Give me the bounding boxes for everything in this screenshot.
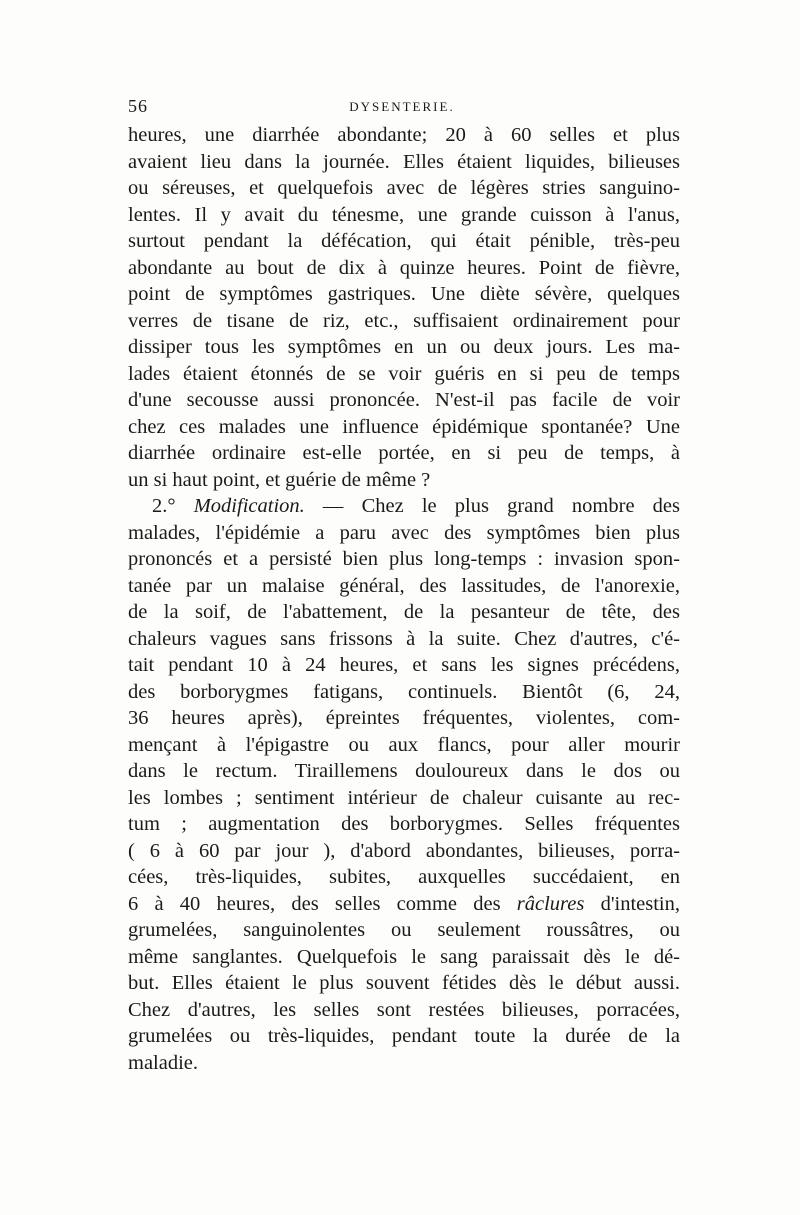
- text-segment: d'intestin,: [600, 892, 680, 915]
- body-text: [128, 122, 680, 1076]
- section-heading-line: [128, 493, 680, 520]
- text-line: heures, une diarrhée abondante; 20 à 60 selles et plus: [128, 124, 680, 146]
- text-line: maladie.: [128, 1051, 199, 1074]
- text-line: de la soif, de l'abattement, de la pesanteur de tête, des: [128, 601, 680, 623]
- text-line: chez ces malades une influence épidémique spontanée? Une: [128, 415, 680, 438]
- text-line: un si haut point, et guérie de même ?: [128, 468, 431, 491]
- text-line: avaient lieu dans la journée. Elles étaient liquides, bilieuses: [128, 150, 680, 173]
- text-line: lades étaient étonnés de se voir guéris en si peu de temps: [128, 362, 680, 385]
- text-line: les lombes ; sentiment intérieur de chaleur cuisante au rec-: [128, 786, 680, 809]
- text-line: malades, l'épidémie a paru avec des symptômes bien plus: [128, 521, 680, 544]
- text-line: prononcés et a persisté bien plus long-temps : invasion spon-: [128, 548, 680, 570]
- text-line: tanée par un malaise général, des lassitudes, de l'anorexie,: [128, 574, 680, 597]
- section-number: 2.°: [152, 495, 176, 517]
- text-line: tait pendant 10 à 24 heures, et sans les signes précédens,: [128, 654, 680, 676]
- text-line: tum ; augmentation des borborygmes. Selles fréquentes: [128, 813, 680, 835]
- text-line: cées, très-liquides, subites, auxquelles succédaient, en: [128, 866, 680, 888]
- text-line: Chez d'autres, les selles sont restées bilieuses, porracées,: [128, 998, 680, 1021]
- text-line: abondante au bout de dix à quinze heures. Point de fièvre,: [128, 256, 680, 279]
- text-line: dans le rectum. Tiraillemens douloureux dans le dos ou: [128, 760, 680, 782]
- text-line: même sanglantes. Quelquefois le sang paraissait dès le dé-: [128, 945, 680, 968]
- text-line: dissiper tous les symptômes en un ou deux jours. Les ma-: [128, 336, 680, 358]
- text-line: diarrhée ordinaire est-elle portée, en si peu de temps, à: [128, 442, 680, 464]
- text-line: des borborygmes fatigans, continuels. Bientôt (6, 24,: [128, 680, 680, 703]
- text-line: point de symptômes gastriques. Une diète sévère, quelques: [128, 283, 680, 305]
- page-header: [128, 96, 676, 120]
- text-line: mençant à l'épigastre ou aux flancs, pour aller mourir: [128, 733, 680, 756]
- text-segment: — Chez le plus grand nombre des: [322, 495, 681, 517]
- text-line: verres de tisane de riz, etc., suffisaient ordinairement pour: [128, 309, 680, 332]
- text-line: ou séreuses, et quelquefois avec de légères stries sanguino-: [128, 177, 680, 199]
- text-line: grumelées ou très-liquides, pendant toute la durée de la: [128, 1025, 680, 1047]
- text-line: d'une secousse aussi prononcée. N'est-il pas facile de voir: [128, 389, 680, 411]
- text-line: chaleurs vagues sans frissons à la suite. Chez d'autres, c'é-: [128, 627, 680, 650]
- text-line: grumelées, sanguinolentes ou seulement roussâtres, ou: [128, 919, 680, 941]
- text-line: 36 heures après), épreintes fréquentes, violentes, com-: [128, 707, 680, 729]
- italic-term: râclures: [516, 892, 585, 915]
- section-heading: Modification.: [193, 495, 305, 517]
- text-line: surtout pendant la défécation, qui était pénible, très-peu: [128, 230, 680, 252]
- page-number: 56: [128, 96, 148, 116]
- text-line: ( 6 à 60 par jour ), d'abord abondantes, bilieuses, porra-: [128, 839, 680, 862]
- text-line-with-italic: [128, 891, 680, 918]
- running-head: DYSENTERIE.: [349, 99, 455, 114]
- text-line: lentes. Il y avait du ténesme, une grande cuisson à l'anus,: [128, 203, 680, 226]
- text-line: but. Elles étaient le plus souvent fétides dès le début aussi.: [128, 972, 680, 994]
- text-segment: 6 à 40 heures, des selles comme des: [128, 892, 501, 915]
